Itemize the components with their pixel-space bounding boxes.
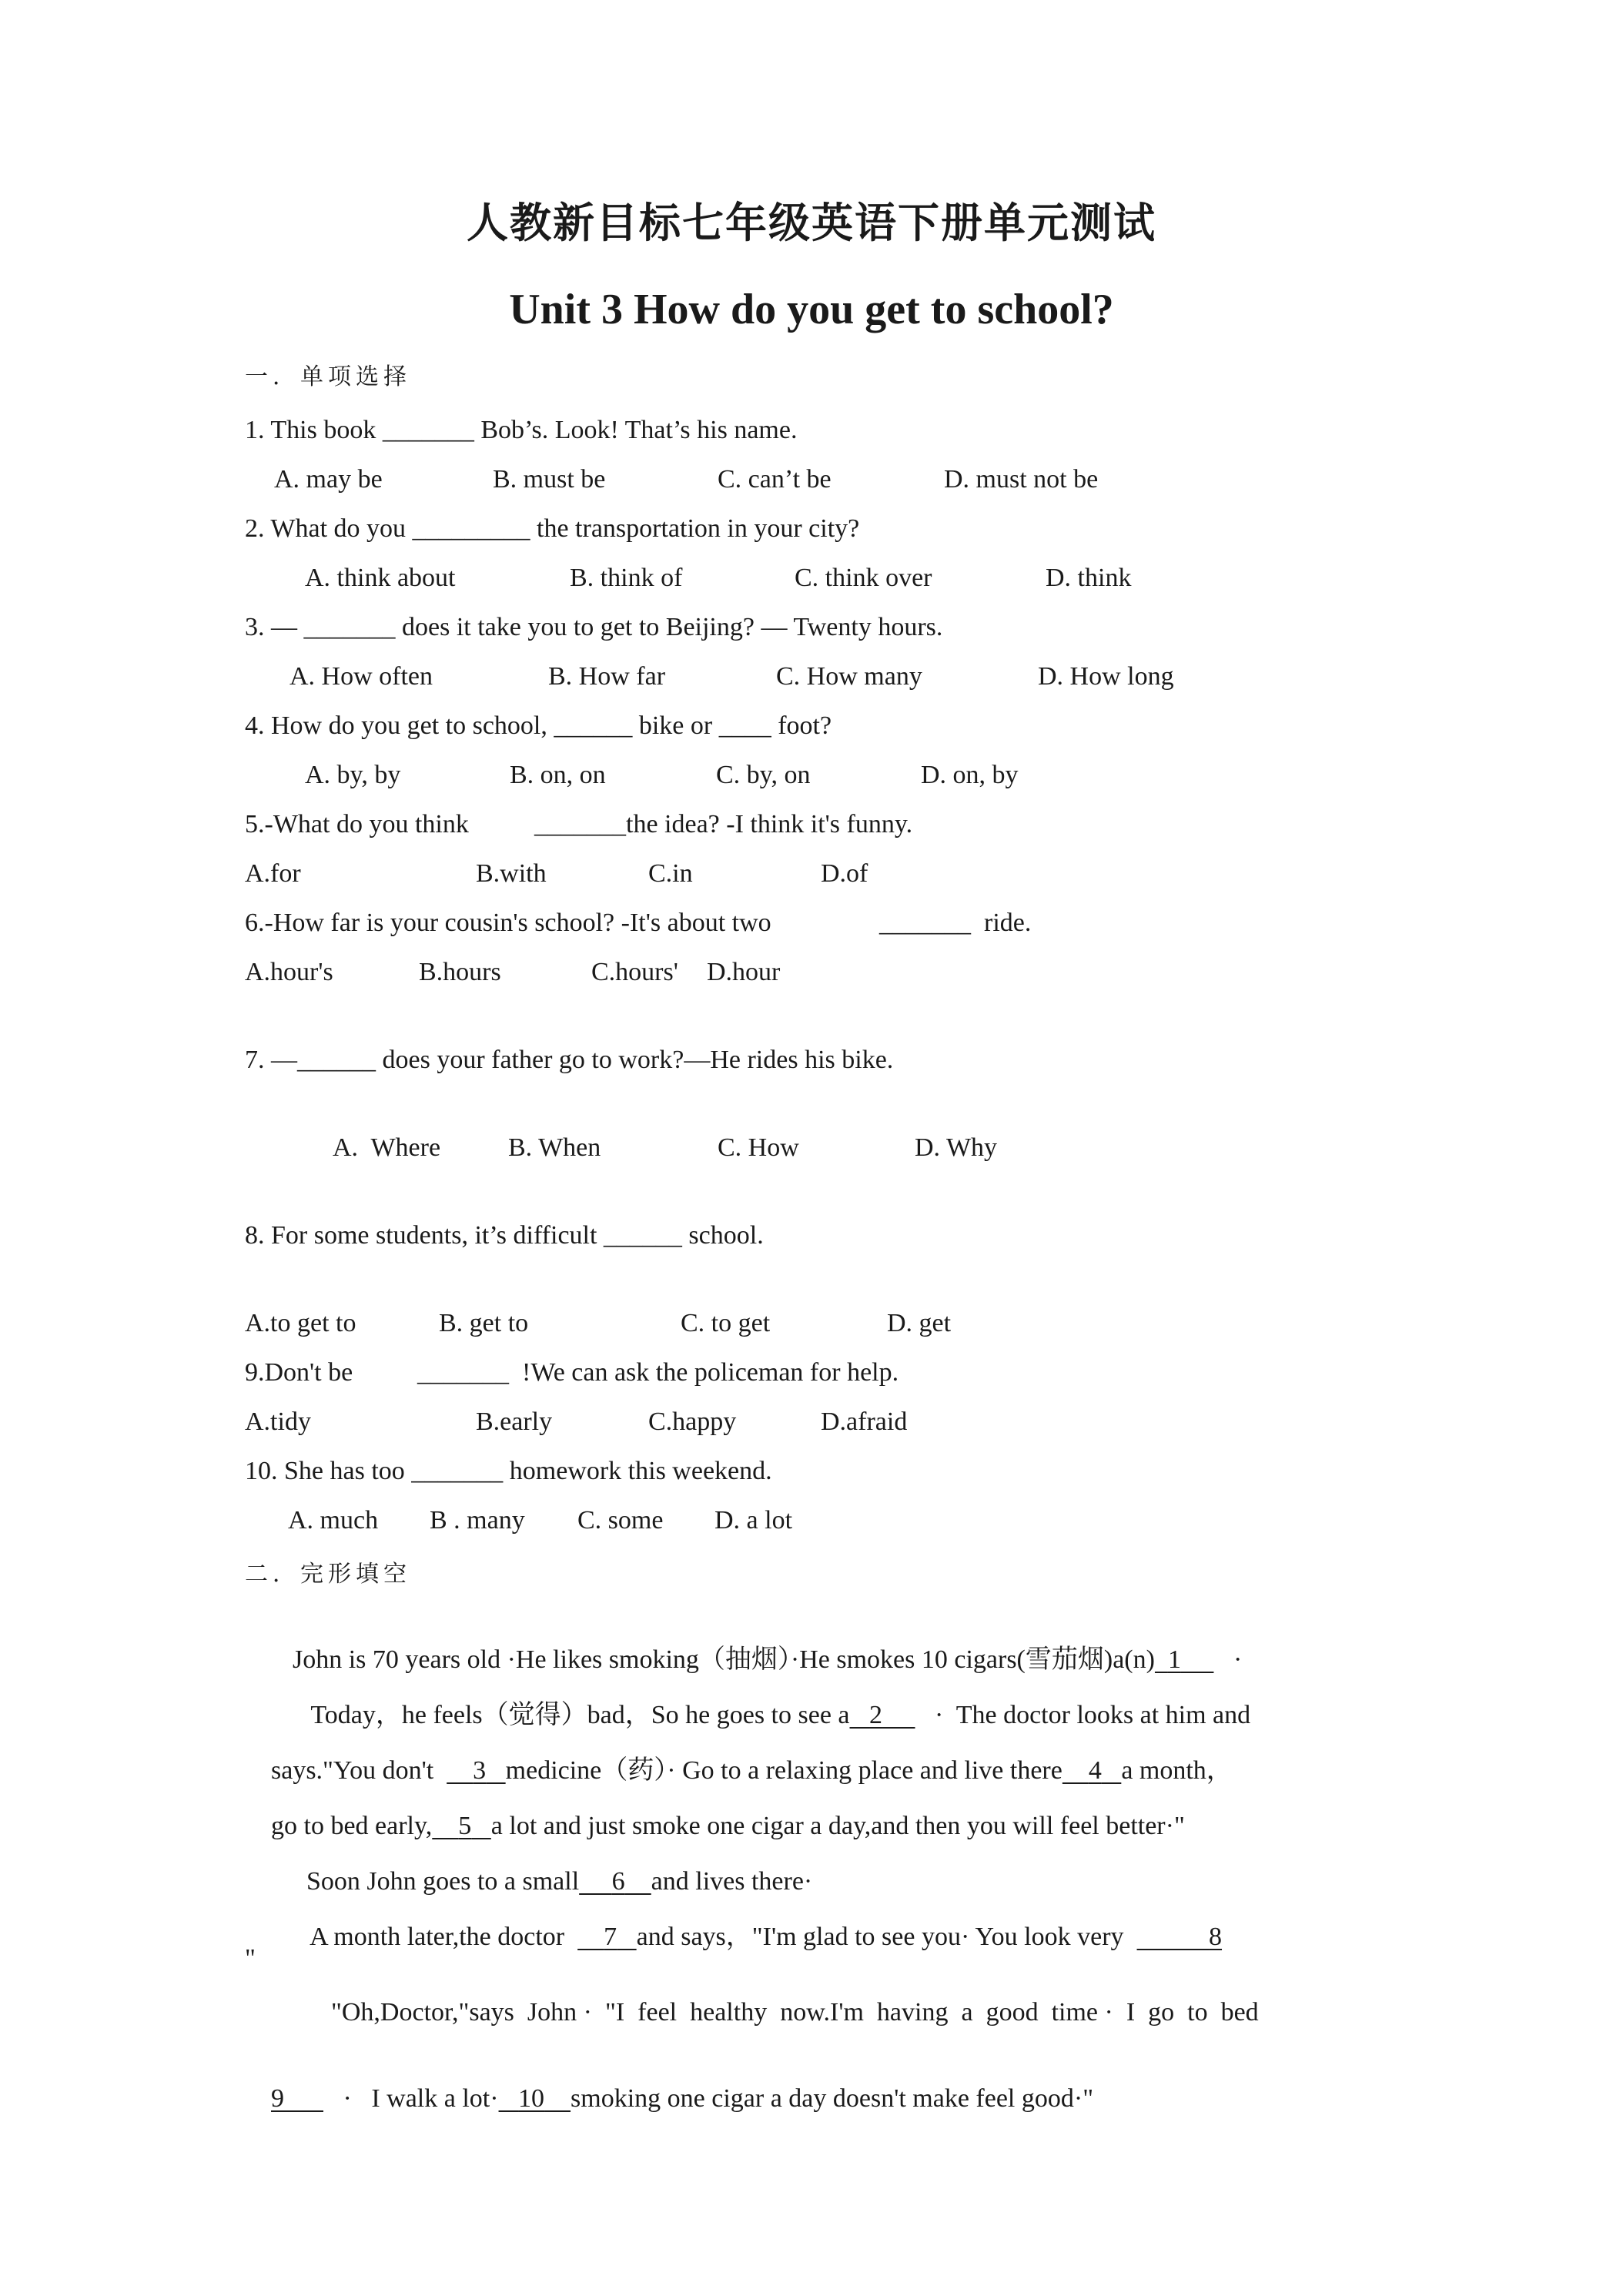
question-7-option-b: B. When <box>508 1133 601 1162</box>
question-4-stem: 4. How do you get to school, ______ bike or ____ foot? <box>245 711 832 740</box>
cloze-blank-7: 7 <box>604 1923 617 1951</box>
question-8-option-a: A.to get to <box>245 1309 356 1337</box>
document-title-unit: Unit 3 How do you get to school? <box>509 286 1114 333</box>
cloze-text: and says，"I'm glad to see you· You look very <box>636 1923 1124 1951</box>
question-8-stem: 8. For some students, it’s difficult ______ school. <box>245 1221 764 1250</box>
question-7-stem: 7. —______ does your father go to work?—He rides his bike. <box>245 1046 894 1074</box>
cloze-text: a month， <box>1121 1756 1233 1785</box>
cloze-text: and lives there· <box>651 1867 813 1896</box>
cloze-blank-6: 6 <box>611 1867 625 1896</box>
question-5-stem-blank: _______the idea? -I think it's funny. <box>534 810 913 838</box>
question-7-option-c: C. How <box>718 1133 799 1162</box>
question-1-stem: 1. This book _______ Bob’s. Look! That’s his name. <box>245 416 798 444</box>
cloze-text: a lot and just smoke one cigar a day,and then you will feel better·" <box>490 1812 1185 1840</box>
question-6-stem-blank: _______ ride. <box>879 909 1032 937</box>
question-7-option-d: D. Why <box>915 1133 998 1162</box>
cloze-blank-9: 9 <box>271 2084 284 2113</box>
question-2-option-d: D. think <box>1046 564 1132 592</box>
question-5-option-a: A.for <box>245 859 301 888</box>
question-9-option-d: D.afraid <box>821 1407 908 1436</box>
question-9-option-b: B.early <box>476 1407 553 1436</box>
question-10-option-c: C. some <box>577 1506 664 1535</box>
cloze-blank-1: 1 <box>1167 1645 1181 1674</box>
question-9-stem-blank: _______ !We can ask the policeman for help. <box>417 1358 899 1387</box>
question-9-option-c: C.happy <box>648 1407 737 1436</box>
cloze-text: · <box>1233 1645 1243 1674</box>
question-4-option-b: B. on, on <box>510 761 606 789</box>
cloze-line-6-close-quote: " <box>245 1944 256 1973</box>
cloze-text: Today，he feels（觉得）bad，So he goes to see a <box>310 1701 850 1729</box>
question-9-stem: 9.Don't be <box>245 1358 353 1387</box>
question-6-option-a: A.hour's <box>245 958 333 986</box>
question-2-option-c: C. think over <box>795 564 932 592</box>
cloze-blank-2: 2 <box>869 1701 883 1729</box>
question-6-option-c: C.hours' <box>591 958 678 986</box>
question-4-option-c: C. by, on <box>716 761 811 789</box>
question-3-option-a: A. How often <box>289 662 433 691</box>
question-3-stem: 3. — _______ does it take you to get to Beijing? — Twenty hours. <box>245 613 943 641</box>
cloze-blank-4: 4 <box>1088 1756 1102 1785</box>
section-heading-cloze: 二．完形填空 <box>245 1561 411 1588</box>
question-1-option-d: D. must not be <box>944 465 1099 494</box>
question-3-option-c: C. How many <box>776 662 922 691</box>
question-5-option-d: D.of <box>821 859 868 888</box>
cloze-text: A month later,the doctor <box>310 1923 565 1951</box>
question-5-option-b: B.with <box>476 859 547 888</box>
question-2-stem: 2. What do you _________ the transportation in your city? <box>245 514 860 543</box>
question-10-option-d: D. a lot <box>714 1506 793 1535</box>
cloze-line-8 <box>245 2053 1093 2145</box>
cloze-text: medicine（药）· Go to a relaxing place and live there <box>505 1756 1062 1785</box>
cloze-blank-3: 3 <box>473 1756 487 1785</box>
cloze-text: · The doctor looks at him and <box>935 1701 1251 1729</box>
cloze-blank-5: 5 <box>458 1812 472 1840</box>
cloze-text: John is 70 years old ·He likes smoking（抽烟）·He smokes 10 cigars(雪茄烟)a(n) <box>293 1645 1155 1674</box>
question-10-option-a: A. much <box>288 1506 379 1535</box>
cloze-text: smoking one cigar a day doesn't make feel good·" <box>571 2084 1094 2113</box>
cloze-blank-8: 8 <box>1209 1923 1223 1951</box>
question-2-option-a: A. think about <box>305 564 456 592</box>
cloze-text: says."You don't <box>271 1756 434 1785</box>
question-8-option-b: B. get to <box>439 1309 529 1337</box>
cloze-line-7: "Oh,Doctor,"says John · "I feel healthy now.I'm having a good time · I go to bed <box>331 1998 1259 2027</box>
cloze-text: Soon John goes to a small <box>306 1867 580 1896</box>
question-7-option-a: A. Where <box>333 1133 441 1162</box>
cloze-line-6 <box>285 1891 1222 1983</box>
question-9-option-a: A.tidy <box>245 1407 311 1436</box>
question-1-option-b: B. must be <box>493 465 606 494</box>
question-4-option-d: D. on, by <box>921 761 1019 789</box>
question-6-option-d: D.hour <box>707 958 781 986</box>
question-5-stem: 5.-What do you think <box>245 810 469 838</box>
question-4-option-a: A. by, by <box>305 761 401 789</box>
question-3-option-b: B. How far <box>548 662 666 691</box>
question-5-option-c: C.in <box>648 859 693 888</box>
cloze-blank-10: 10 <box>518 2084 545 2113</box>
question-1-option-c: C. can’t be <box>718 465 832 494</box>
question-6-option-b: B.hours <box>419 958 501 986</box>
cloze-text: go to bed early, <box>271 1812 433 1840</box>
question-10-option-b: B . many <box>430 1506 525 1535</box>
question-6-stem: 6.-How far is your cousin's school? -It's about two <box>245 909 771 937</box>
question-1-option-a: A. may be <box>274 465 383 494</box>
document-title-chinese: 人教新目标七年级英语下册单元测试 <box>467 199 1156 247</box>
cloze-text: · I walk a lot· <box>343 2084 499 2113</box>
question-3-option-d: D. How long <box>1038 662 1174 691</box>
section-heading-multiple-choice: 一．单项选择 <box>245 363 411 390</box>
question-2-option-b: B. think of <box>570 564 683 592</box>
question-8-option-c: C. to get <box>681 1309 771 1337</box>
question-8-option-d: D. get <box>887 1309 952 1337</box>
question-10-stem: 10. She has too _______ homework this weekend. <box>245 1457 772 1485</box>
